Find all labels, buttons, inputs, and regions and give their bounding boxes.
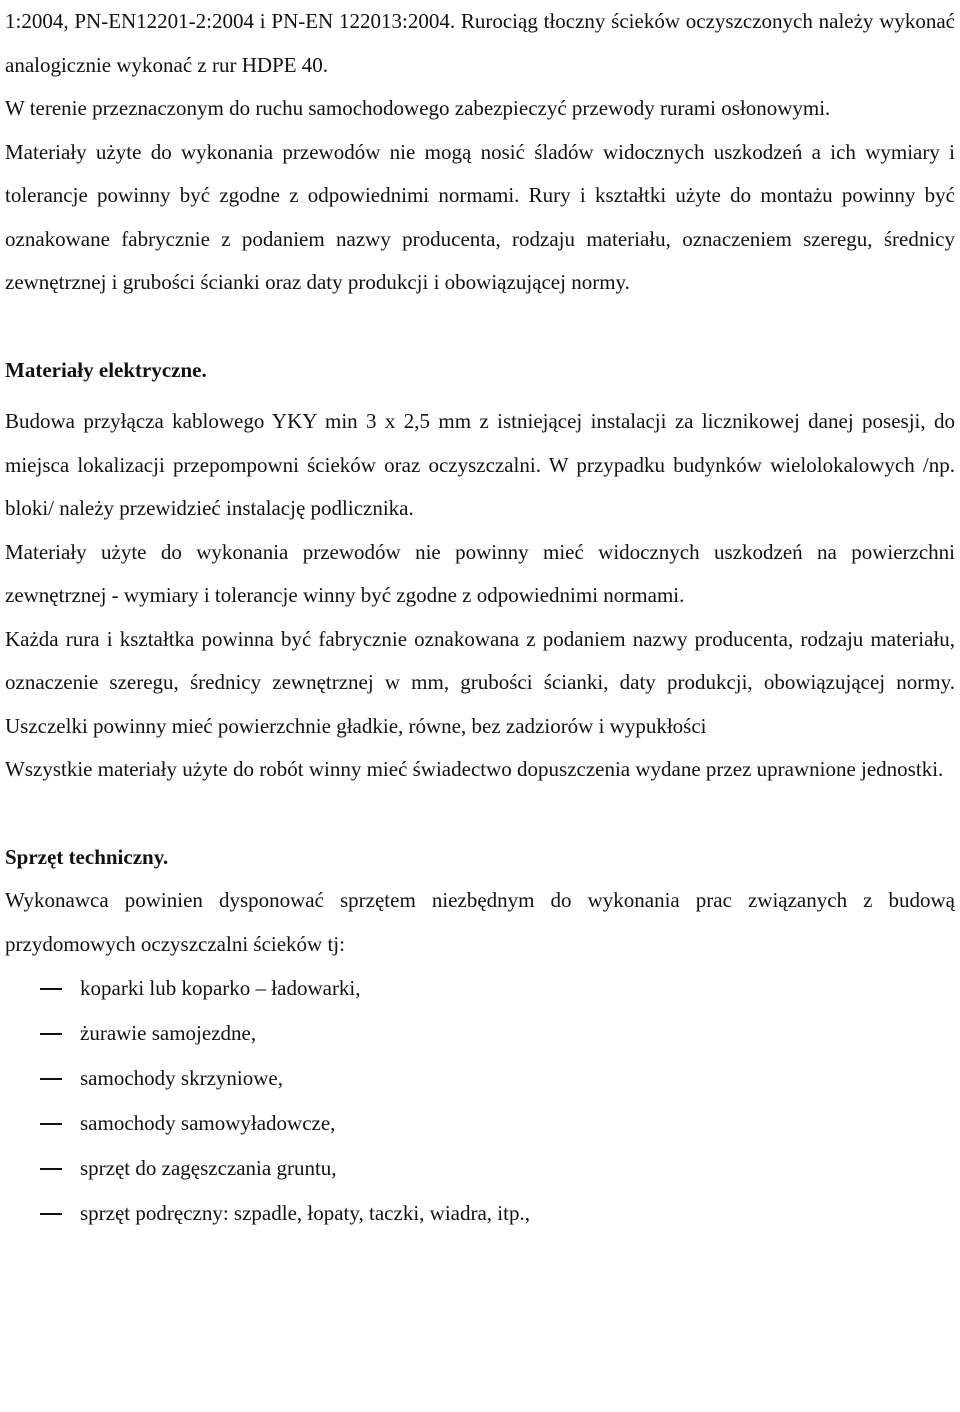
section-spacer [5,792,955,836]
list-item [5,1011,955,1056]
list-item-label: żurawie samojezdne, [80,1021,257,1045]
document-page [5,0,955,1236]
paragraph-equipment-intro: Wykonawca powinien dysponować sprzętem niezbędnym do wykonania prac związanych z budową przydomowych oczyszczalni ścieków tj: [5,888,955,956]
list-item-label: samochody skrzyniowe, [80,1066,283,1090]
dash-bullet-icon [40,1168,62,1170]
list-item [5,1101,955,1146]
heading-spacer [5,392,955,400]
list-item-label: samochody samowyładowcze, [80,1111,336,1135]
paragraph-pipe-marking: Każda rura i kształtka powinna być fabrycznie oznakowana z podaniem nazwy producenta, rodzaju materiału, oznaczenie szeregu, średnicy zewnętrznej w mm, grubości ścianki, daty produkcji, obowiązującej normy. Uszczelki powinny mieć powierzchnie gładkie, równe, bez zadziorów i wypukłości [5,626,955,738]
paragraph-certificates: Wszystkie materiały użyte do robót winny mieć świadectwo dopuszczenia wydane przez uprawnione jednostki. [5,757,944,781]
heading-technical-equipment: Sprzęt techniczny. [5,844,169,869]
list-item [5,1056,955,1101]
paragraph-conductor-materials: Materiały użyte do wykonania przewodów nie powinny mieć widocznych uszkodzeń na powierzchni zewnętrznej - wymiary i tolerancje winny być zgodne z odpowiednimi normami. [5,539,955,607]
list-item [5,1191,955,1236]
dash-bullet-icon [40,1033,62,1035]
paragraph-pipe-materials: Materiały użyte do wykonania przewodów nie mogą nosić śladów widocznych uszkodzeń a ich wymiary i tolerancje powinny być zgodne z odpowiednimi normami. Rury i kształtki użyte do montażu powinny być oznakowane fabrycznie z podaniem nazwy producenta, rodzaju materiału, oznaczeniem szeregu, średnicy zewnętrznej i grubości ścianki oraz daty produkcji i obowiązującej normy. [5,139,955,294]
dash-bullet-icon [40,1213,62,1215]
list-item [5,1146,955,1191]
paragraph-pipeline-standards: 1:2004, PN-EN12201-2:2004 i PN-EN 122013:2004. Rurociąg tłoczny ścieków oczyszczonych należy wykonać analogicznie wykonać z rur HDPE 40. [5,9,955,77]
section-spacer [5,305,955,349]
paragraph-casing-pipes: W terenie przeznaczonym do ruchu samochodowego zabezpieczyć przewody rurami osłonowymi. [5,96,831,120]
equipment-list [5,966,955,1236]
list-item [5,966,955,1011]
heading-electrical-materials: Materiały elektryczne. [5,357,207,382]
list-item-label: sprzęt podręczny: szpadle, łopaty, taczki, wiadra, itp., [80,1201,530,1225]
paragraph-cable-connection: Budowa przyłącza kablowego YKY min 3 x 2,5 mm z istniejącej instalacji za licznikowej danej posesji, do miejsca lokalizacji przepompowni ścieków oraz oczyszczalni. W przypadku budynków wielolokalowych /np. bloki/ należy przewidzieć instalację podlicznika. [5,409,955,520]
dash-bullet-icon [40,988,62,990]
dash-bullet-icon [40,1123,62,1125]
list-item-label: koparki lub koparko – ładowarki, [80,976,361,1000]
list-item-label: sprzęt do zagęszczania gruntu, [80,1156,337,1180]
dash-bullet-icon [40,1078,62,1080]
